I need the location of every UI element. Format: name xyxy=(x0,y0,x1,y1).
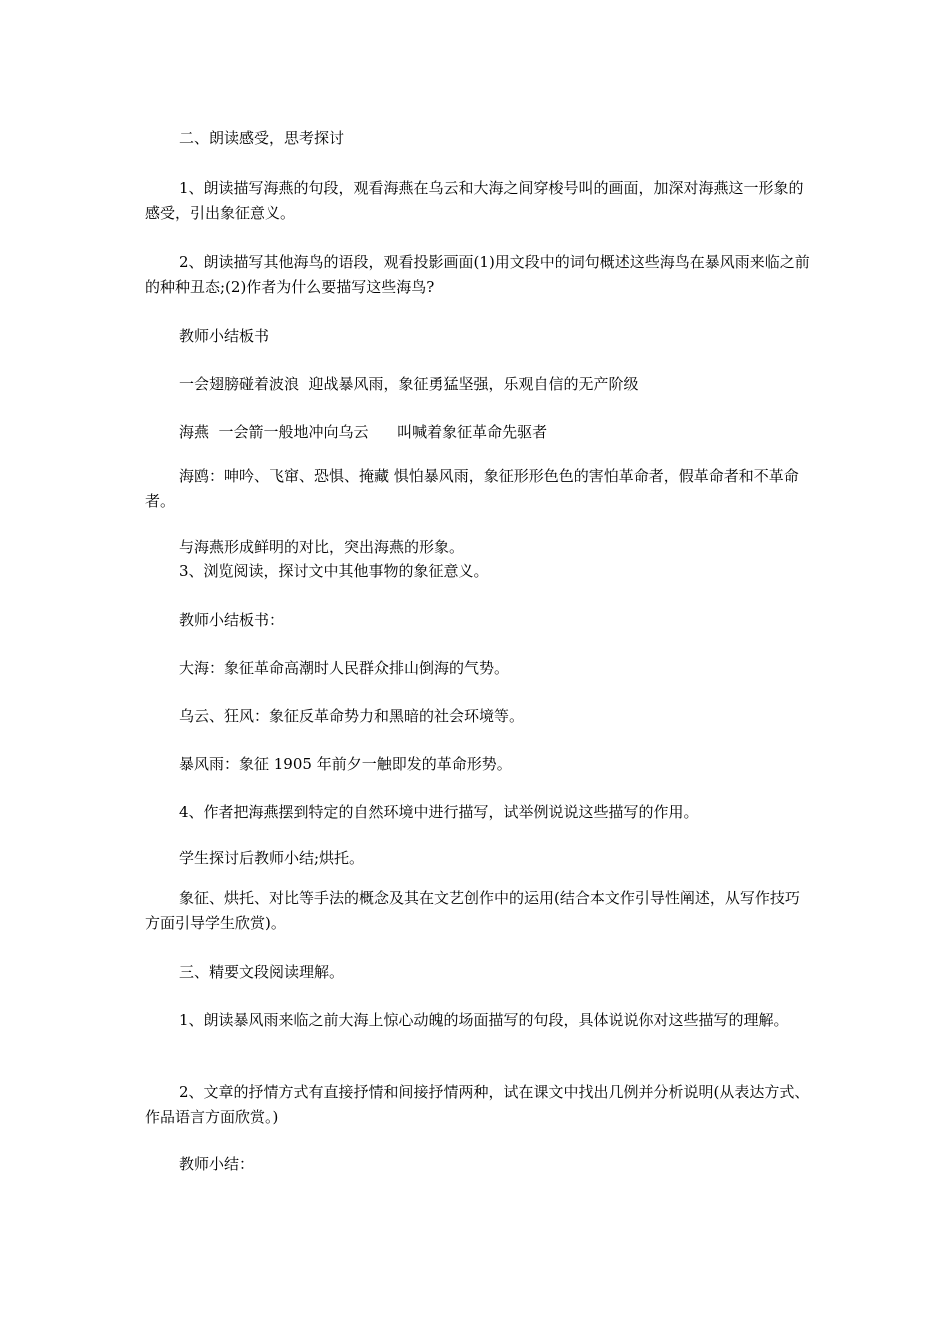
paragraph-item-3: 3、浏览阅读，探讨文中其他事物的象征意义。 xyxy=(179,562,489,580)
section-heading-2: 二、朗读感受，思考探讨 xyxy=(179,129,345,147)
paragraph-teacher-board: 教师小结板书： xyxy=(179,611,285,629)
document-page xyxy=(145,0,810,1344)
paragraph-sea: 大海：象征革命高潮时人民群众排山倒海的气势。 xyxy=(179,659,510,677)
paragraph-contrast: 与海燕形成鲜明的对比，突出海燕的形象。 xyxy=(179,538,465,556)
section-heading-3: 三、精要文段阅读理解。 xyxy=(179,963,345,981)
paragraph-item-4: 4、作者把海燕摆到特定的自然环境中进行描写，试举例说说这些描写的作用。 xyxy=(179,803,699,821)
paragraph-seagull: 海鸥：呻吟、飞窜、恐惧、掩藏 惧怕暴风雨，象征形形色色的害怕革命者，假革命者和不革命者。 xyxy=(145,467,799,510)
paragraph-reading-2: 2、文章的抒情方式有直接抒情和间接抒情两种，试在课文中找出几例并分析说明(从表达方式、作品语言方面欣赏。) xyxy=(145,1083,810,1126)
paragraph-storm: 暴风雨：象征 1905 年前夕一触即发的革命形势。 xyxy=(179,755,512,773)
paragraph-board-line-2: 海燕 一会箭一般地冲向乌云 叫喊着象征革命先驱者 xyxy=(179,423,548,441)
paragraph-teacher-summary: 教师小结板书 xyxy=(179,327,270,345)
paragraph-teacher-conclusion: 教师小结： xyxy=(179,1155,255,1173)
paragraph-student-discussion: 学生探讨后教师小结;烘托。 xyxy=(179,849,365,867)
paragraph-reading-1: 1、朗读暴风雨来临之前大海上惊心动魄的场面描写的句段，具体说说你对这些描写的理解。 xyxy=(179,1011,789,1029)
paragraph-board-line-1: 一会翅膀碰着波浪 迎战暴风雨，象征勇猛坚强，乐观自信的无产阶级 xyxy=(179,375,639,393)
paragraph-clouds-wind: 乌云、狂风：象征反革命势力和黑暗的社会环境等。 xyxy=(179,707,525,725)
paragraph-techniques: 象征、烘托、对比等手法的概念及其在文艺创作中的运用(结合本文作引导性阐述，从写作技巧方面引导学生欣赏)。 xyxy=(145,889,800,932)
paragraph-item-2: 2、朗读描写其他海鸟的语段，观看投影画面(1)用文段中的词句概述这些海鸟在暴风雨来临之前的种种丑态;(2)作者为什么要描写这些海鸟? xyxy=(145,253,810,296)
paragraph-item-1: 1、朗读描写海燕的句段，观看海燕在乌云和大海之间穿梭号叫的画面，加深对海燕这一形象的感受，引出象征意义。 xyxy=(145,179,804,222)
